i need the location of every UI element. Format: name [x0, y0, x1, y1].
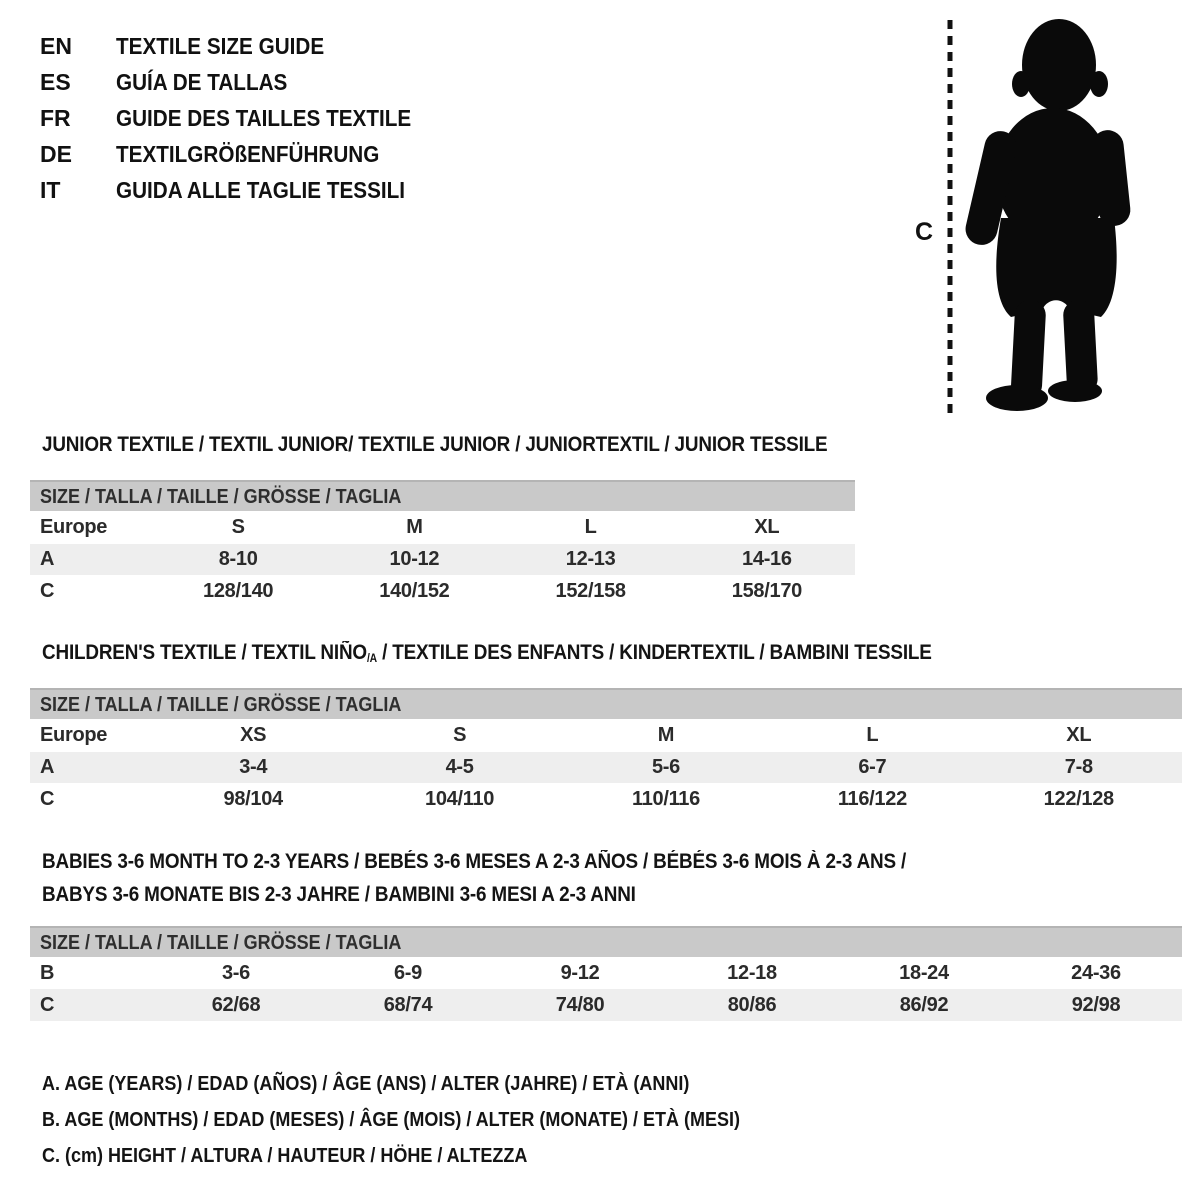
- language-title: TEXTILGRÖßENFÜHRUNG: [116, 140, 380, 167]
- cell-value: 14-16: [742, 548, 792, 570]
- size-column: M: [406, 516, 423, 538]
- region-label: Europe: [40, 516, 108, 538]
- junior-size-bar: SIZE / TALLA / TAILLE / GRÖSSE / TAGLIA: [30, 480, 855, 511]
- cell-value: 18-24: [899, 961, 949, 984]
- size-column: XS: [240, 724, 267, 746]
- legend-line-b: B. AGE (MONTHS) / EDAD (MESES) / ÂGE (MOIS) / ALTER (MONATE) / ETÀ (MESI): [42, 1109, 740, 1131]
- row-label: C: [40, 580, 55, 602]
- table-row-age: [30, 752, 1182, 783]
- cell-value: 98/104: [223, 788, 283, 810]
- height-measure-dashed-line: [947, 20, 955, 416]
- cell-value: 10-12: [389, 548, 440, 570]
- language-title: TEXTILE SIZE GUIDE: [116, 32, 325, 59]
- cell-value: 9-12: [560, 961, 600, 984]
- cell-value: 62/68: [211, 993, 261, 1016]
- cell-value: 6-7: [858, 756, 887, 778]
- cell-value: 68/74: [383, 993, 433, 1016]
- table-row-months: [30, 957, 1182, 989]
- row-label: B: [40, 961, 55, 984]
- cell-value: 12-18: [727, 961, 777, 984]
- babies-section-heading: BABIES 3-6 MONTH TO 2-3 YEARS / BEBÉS 3-6 MESES A 2-3 AÑOS / BÉBÉS 3-6 MOIS À 2-3 ANS / BABYS 3-6 MONATE BIS 2-3 JAHRE / BAMBINI 3-6 MESI A 2-3 ANNI: [42, 850, 907, 906]
- language-code: FR: [40, 104, 71, 131]
- table-row-header: [30, 719, 1182, 752]
- size-column: S: [231, 516, 245, 538]
- cell-value: 74/80: [555, 993, 605, 1016]
- table-row-age: [30, 544, 855, 575]
- table-row-height: [30, 783, 1182, 816]
- toddler-silhouette-icon: [963, 18, 1135, 416]
- language-title: GUIDA ALLE TAGLIE TESSILI: [116, 176, 406, 203]
- row-label: A: [40, 548, 55, 570]
- language-code: DE: [40, 140, 72, 167]
- cell-value: 3-4: [239, 756, 268, 778]
- row-label: C: [40, 993, 55, 1016]
- cell-value: 110/116: [631, 788, 700, 810]
- language-row-it: [40, 172, 444, 208]
- language-title: GUIDE DES TAILLES TEXTILE: [116, 104, 412, 131]
- language-code: ES: [40, 68, 71, 95]
- cell-value: 86/92: [899, 993, 949, 1016]
- legend: [42, 1066, 818, 1174]
- children-size-bar: SIZE / TALLA / TAILLE / GRÖSSE / TAGLIA: [30, 688, 1182, 719]
- size-column: XL: [1066, 724, 1092, 746]
- legend-line-a: A. AGE (YEARS) / EDAD (AÑOS) / ÂGE (ANS) / ALTER (JAHRE) / ETÀ (ANNI): [42, 1073, 690, 1095]
- babies-size-bar: SIZE / TALLA / TAILLE / GRÖSSE / TAGLIA: [30, 926, 1182, 957]
- cell-value: 12-13: [565, 548, 616, 570]
- height-figure: [905, 18, 1155, 420]
- junior-table: [30, 511, 855, 608]
- region-label: Europe: [40, 724, 108, 746]
- cell-value: 80/86: [727, 993, 777, 1016]
- children-table: [30, 719, 1182, 816]
- children-section-heading: CHILDREN'S TEXTILE / TEXTIL NIÑO/A / TEXTILE DES ENFANTS / KINDERTEXTIL / BAMBINI TESSILE: [42, 641, 932, 665]
- babies-size-table: [30, 926, 1182, 1021]
- cell-value: 7-8: [1064, 756, 1093, 778]
- size-column: XL: [754, 516, 780, 538]
- cell-value: 104/110: [425, 788, 495, 810]
- cell-value: 3-6: [221, 961, 250, 984]
- size-column: L: [584, 516, 597, 538]
- cell-value: 92/98: [1071, 993, 1121, 1016]
- cell-value: 158/170: [731, 580, 802, 602]
- size-column: L: [866, 724, 879, 746]
- babies-table: [30, 957, 1182, 1021]
- cell-value: 4-5: [445, 756, 474, 778]
- language-code: IT: [40, 176, 61, 203]
- language-row-es: [40, 64, 444, 100]
- cell-value: 152/158: [555, 580, 626, 602]
- cell-value: 122/128: [1043, 788, 1114, 810]
- cell-value: 8-10: [218, 548, 258, 570]
- cell-value: 24-36: [1071, 961, 1121, 984]
- language-code: EN: [40, 32, 72, 59]
- children-size-table: [30, 688, 1182, 816]
- cell-value: 140/152: [379, 580, 450, 602]
- cell-value: 116/122: [837, 788, 907, 810]
- language-row-fr: [40, 100, 444, 136]
- language-row-en: [40, 28, 444, 64]
- language-list: [40, 28, 444, 208]
- row-label: A: [40, 756, 55, 778]
- cell-value: 128/140: [203, 580, 274, 602]
- size-column: M: [657, 724, 675, 746]
- junior-size-table: [30, 480, 855, 608]
- language-row-de: [40, 136, 444, 172]
- measure-label-c: C: [915, 218, 934, 246]
- cell-value: 6-9: [393, 961, 422, 984]
- table-row-header: [30, 511, 855, 544]
- cell-value: 5-6: [651, 756, 680, 778]
- junior-section-heading: JUNIOR TEXTILE / TEXTIL JUNIOR/ TEXTILE JUNIOR / JUNIORTEXTIL / JUNIOR TESSILE: [42, 433, 828, 456]
- language-title: GUÍA DE TALLAS: [116, 68, 288, 95]
- size-column: S: [453, 724, 467, 746]
- table-row-height: [30, 575, 855, 608]
- table-row-height: [30, 989, 1182, 1021]
- row-label: C: [40, 788, 55, 810]
- legend-line-c: C. (cm) HEIGHT / ALTURA / HAUTEUR / HÖHE / ALTEZZA: [42, 1145, 528, 1167]
